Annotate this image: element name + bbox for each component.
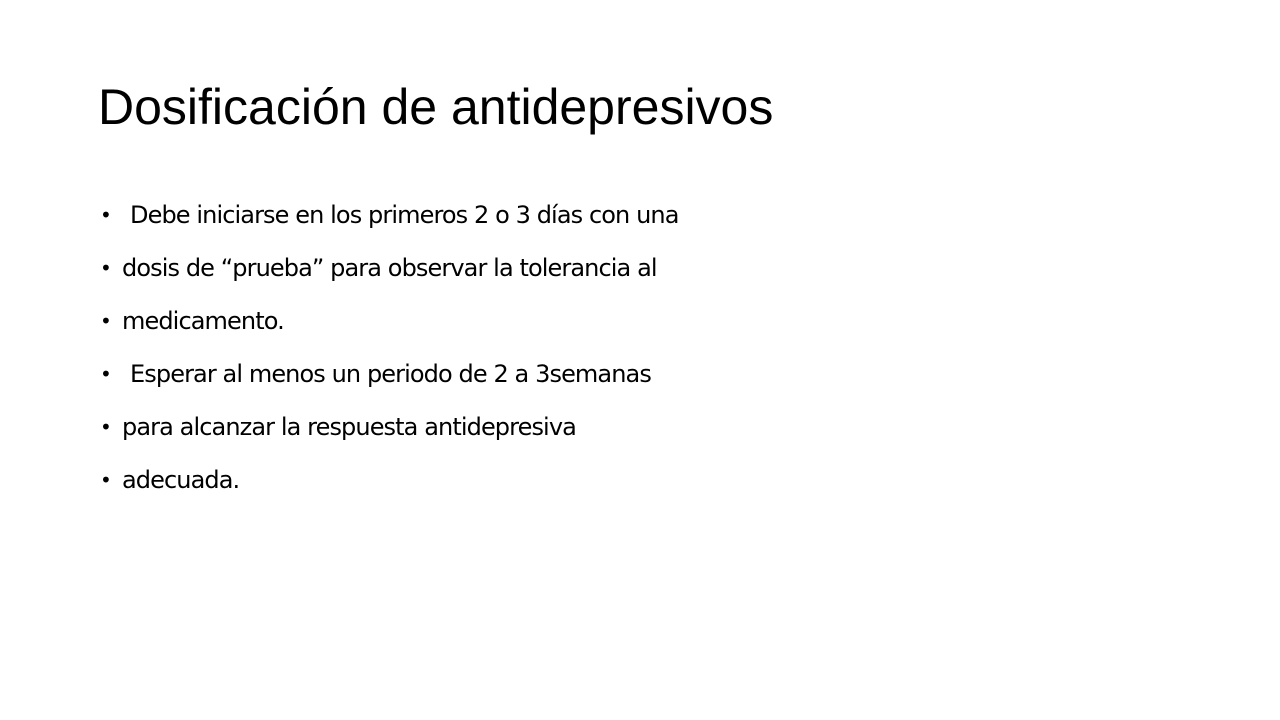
bullet-text: medicamento. [122,307,284,335]
slide-title: Dosificación de antidepresivos [98,79,774,135]
bullet-icon: • [100,468,111,492]
bullet-text: dosis de “prueba” para observar la tolerancia al [122,254,657,282]
bullet-text: Debe iniciarse en los primeros 2 o 3 días con una [130,201,679,229]
bullet-list [100,193,679,511]
bullet-icon: • [100,309,111,333]
bullet-text: adecuada. [122,466,240,494]
bullet-item [100,405,679,458]
bullet-text: Esperar al menos un periodo de 2 a 3semanas [130,360,651,388]
bullet-item [100,299,679,352]
bullet-item [100,458,679,511]
bullet-item [100,352,679,405]
bullet-item [100,246,679,299]
bullet-icon: • [100,203,111,227]
bullet-icon: • [100,415,111,439]
bullet-icon: • [100,256,111,280]
bullet-icon: • [100,362,111,386]
bullet-text: para alcanzar la respuesta antidepresiva [122,413,576,441]
bullet-item [100,193,679,246]
